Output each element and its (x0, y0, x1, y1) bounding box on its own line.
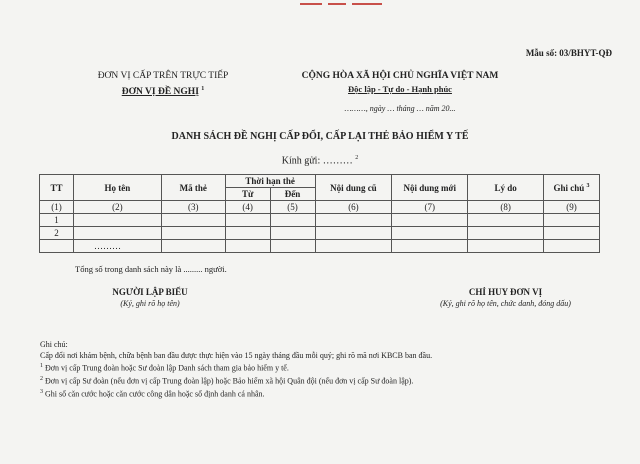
col-header-thoi-han: Thời hạn thẻ (225, 175, 315, 188)
table-cell (544, 240, 600, 253)
table-cell (392, 227, 468, 240)
table-cell (225, 227, 270, 240)
table-cell (161, 214, 225, 227)
table-cell (40, 240, 74, 253)
request-table (39, 174, 600, 253)
col-header-den: Đến (270, 188, 315, 201)
motto: Độc lập - Tự do - Hạnh phúc (348, 84, 452, 94)
right-header (300, 70, 500, 115)
table-cell: 2 (40, 227, 74, 240)
table-cell: (5) (270, 201, 315, 214)
note-line: $^1$ Đơn vị cấp Trung đoàn hoặc Sư đoàn lập Danh sách tham gia bảo hiểm y tế. (40, 363, 289, 373)
table-cell: (9) (544, 201, 600, 214)
table-cell (468, 240, 544, 253)
table-cell (270, 214, 315, 227)
col-header-ho-ten: Họ tên (73, 175, 161, 201)
table-cell (468, 227, 544, 240)
col-header-tu: Từ (225, 188, 270, 201)
country-name: CỘNG HÒA XÃ HỘI CHỦ NGHĨA VIỆT NAM (301, 71, 499, 81)
table-cell (73, 214, 161, 227)
table-cell (544, 227, 600, 240)
col-header-ma-the: Mã thẻ (161, 175, 225, 201)
table-row (40, 240, 600, 253)
date-line: ………, ngày … tháng … năm 20... (344, 104, 456, 113)
table-cell: (7) (392, 201, 468, 214)
notes-section (40, 340, 600, 400)
table-cell (392, 240, 468, 253)
table-cell: (8) (468, 201, 544, 214)
index-row (40, 201, 600, 214)
table-row (40, 227, 600, 240)
note-line: $^3$ Ghi số căn cước hoặc căn cước công dân hoặc số định danh cá nhân. (40, 389, 265, 399)
table-cell (468, 214, 544, 227)
table-row (40, 214, 600, 227)
commander-instruction: (Ký, ghi rõ họ tên, chức danh, đóng dấu) (440, 299, 571, 308)
preparer-signature-block (70, 286, 230, 310)
preparer-title: NGƯỜI LẬP BIỂU (112, 287, 188, 297)
table-cell (270, 227, 315, 240)
table-cell (270, 240, 315, 253)
table-cell: (4) (225, 201, 270, 214)
table-cell: ……… (73, 240, 161, 253)
col-header-noi-dung-cu: Nội dung cũ (315, 175, 392, 201)
left-header (68, 70, 258, 99)
col-header-ghi-chu: Ghi chú $^3$ (544, 175, 600, 201)
table-cell (161, 240, 225, 253)
commander-signature-block (418, 286, 593, 310)
table-cell (161, 227, 225, 240)
notes-heading: Ghi chú: (40, 340, 68, 349)
col-header-tt: TT (40, 175, 74, 201)
note-line: $^2$ Đơn vị cấp Sư đoàn (nếu đơn vị cấp Trung đoàn lập) hoặc Bảo hiểm xã hội Quân đội (nếu đơn vị cấp Sư đoàn lập). (40, 376, 414, 386)
recipient-line: Kính gửi: ……… $^2$ (281, 155, 359, 167)
table-cell (315, 240, 392, 253)
table-cell (73, 227, 161, 240)
table-cell (315, 214, 392, 227)
table-cell: (3) (161, 201, 225, 214)
proposing-unit-label: ĐƠN VỊ ĐỀ NGHỊ $^1$ (121, 86, 205, 98)
form-number: Mẫu số: 03/BHYT-QĐ (525, 48, 612, 58)
table-cell (225, 240, 270, 253)
table-cell (392, 214, 468, 227)
table-cell (225, 214, 270, 227)
total-count-line: Tổng số trong danh sách này là ......... người. (75, 264, 227, 274)
table-cell: (6) (315, 201, 392, 214)
table-cell: (2) (73, 201, 161, 214)
table-cell (315, 227, 392, 240)
table-cell (544, 214, 600, 227)
col-header-ly-do: Lý do (468, 175, 544, 201)
table-cell: 1 (40, 214, 74, 227)
col-header-noi-dung-moi: Nội dung mới (392, 175, 468, 201)
red-ink-mark (300, 3, 390, 6)
note-line: Cấp đổi nơi khám bệnh, chữa bệnh ban đầu được thực hiện vào 15 ngày tháng đầu mỗi quý; ghi rõ mã nơi KBCB ban đầu. (40, 350, 433, 360)
document-title: DANH SÁCH ĐỀ NGHỊ CẤP ĐỔI, CẤP LẠI THẺ BẢO HIỂM Y TẾ (171, 131, 469, 142)
superior-unit-label: ĐƠN VỊ CẤP TRÊN TRỰC TIẾP (97, 71, 229, 81)
commander-title: CHỈ HUY ĐƠN VỊ (468, 287, 543, 297)
preparer-instruction: (Ký, ghi rõ họ tên) (120, 299, 180, 308)
table-cell: (1) (40, 201, 74, 214)
